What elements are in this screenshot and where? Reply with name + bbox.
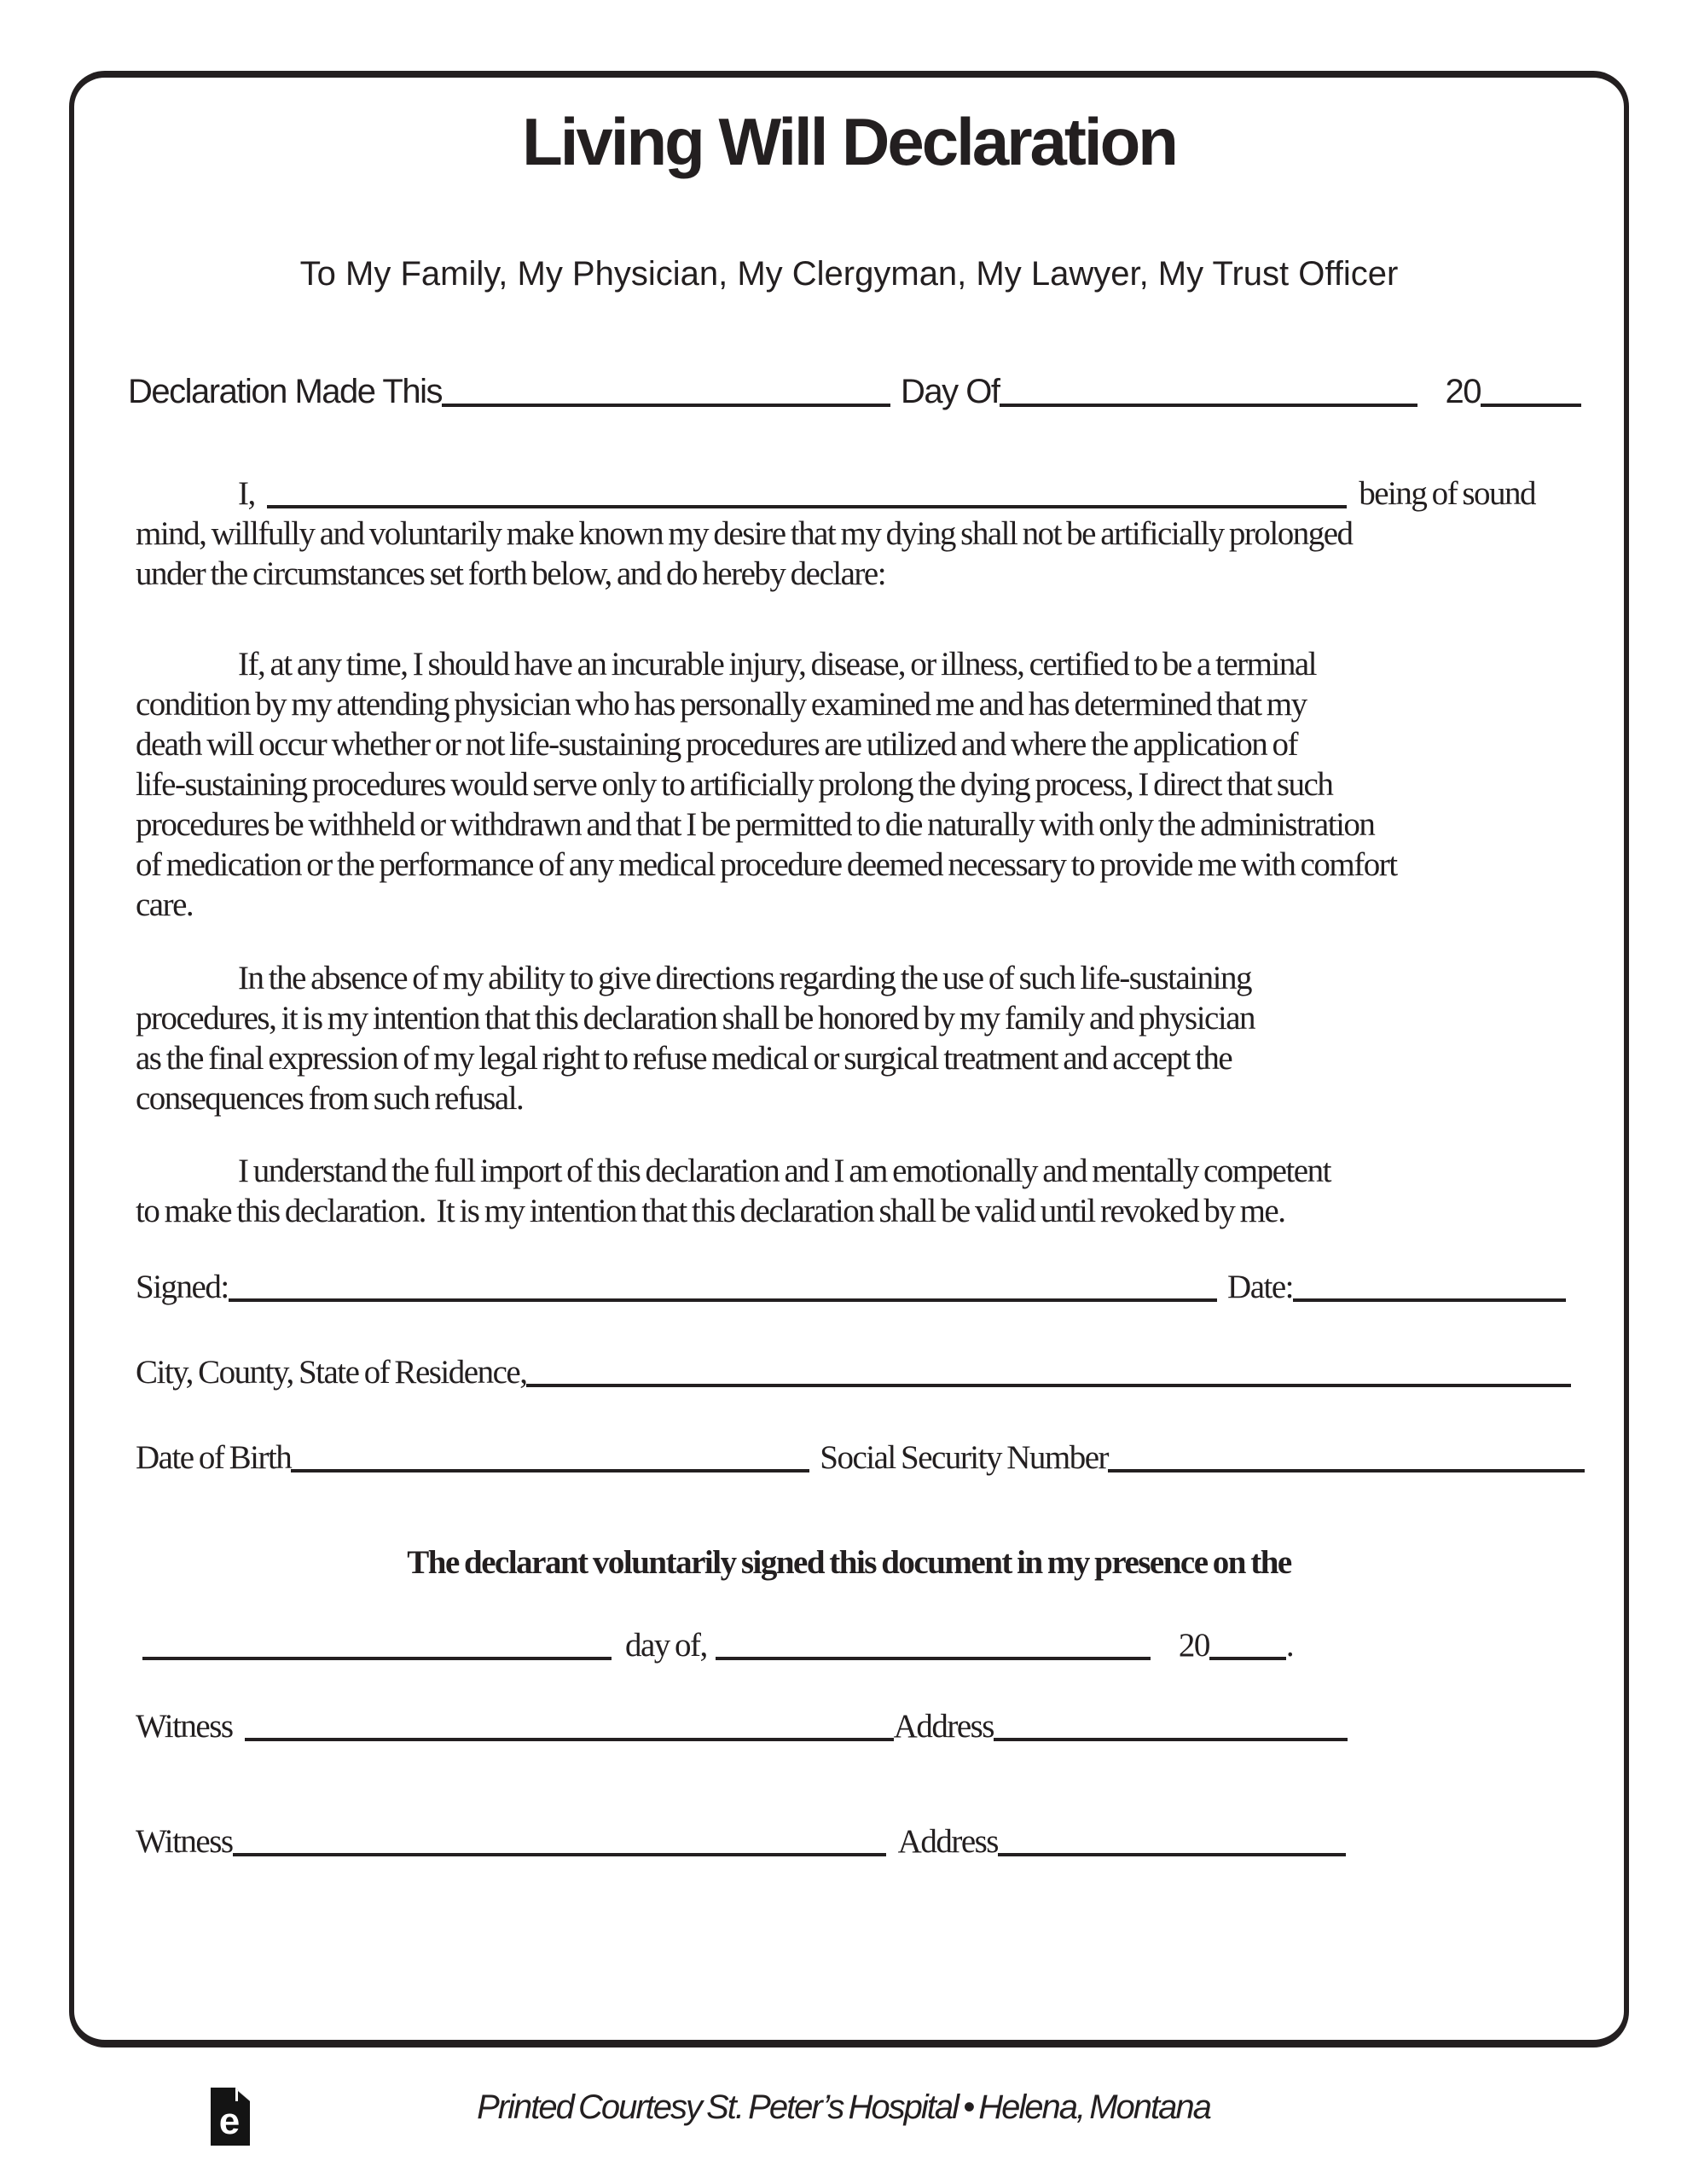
declarant-name-row <box>74 473 1624 514</box>
para1-line: mind, willfully and voluntarily make known my desire that my dying shall not be artificially prolonged <box>136 515 1353 552</box>
declaration-date-row <box>74 372 1624 412</box>
date-of-birth-blank[interactable] <box>291 1469 809 1472</box>
ssn-label: Social Security Number <box>820 1439 1109 1476</box>
residence-label: City, County, State of Residence, <box>136 1354 527 1391</box>
declaration-month-blank[interactable] <box>1000 404 1417 407</box>
witness-2-address-blank[interactable] <box>998 1853 1346 1856</box>
ssn-blank[interactable] <box>1108 1469 1585 1472</box>
para1-line: under the circumstances set forth below, and do hereby declare: <box>136 555 886 592</box>
paragraph-2 <box>74 644 1624 925</box>
signature-blank[interactable] <box>229 1298 1217 1302</box>
declaration-year-prefix: 20 <box>1445 373 1481 410</box>
para1-lead-in: I, <box>238 475 255 512</box>
date-blank[interactable] <box>1293 1298 1566 1302</box>
document-title: Living Will Declaration <box>522 104 1176 179</box>
para3-line: In the absence of my ability to give directions regarding the use of such life-sustaining <box>238 960 1251 996</box>
para4-line: to make this declaration. It is my intention that this declaration shall be valid until revoked by me. <box>136 1193 1285 1229</box>
paragraph-1 <box>74 514 1624 594</box>
para2-line: If, at any time, I should have an incurable injury, disease, or illness, certified to be a terminal <box>238 646 1316 682</box>
declarant-name-blank[interactable] <box>267 505 1347 508</box>
witness-month-blank[interactable] <box>716 1657 1151 1660</box>
para3-line: as the final expression of my legal right to refuse medical or surgical treatment and accept the <box>136 1040 1232 1077</box>
para2-line: procedures be withheld or withdrawn and that I be permitted to die naturally with only the administration <box>136 806 1375 843</box>
para2-line: condition by my attending physician who has personally examined me and has determined that my <box>136 686 1307 723</box>
para3-line: consequences from such refusal. <box>136 1080 524 1117</box>
witness-1-address-blank[interactable] <box>994 1738 1348 1741</box>
document-subtitle: To My Family, My Physician, My Clergyman, My Lawyer, My Trust Officer <box>299 255 1399 293</box>
para2-line: death will occur whether or not life-sustaining procedures are utilized and where the application of <box>136 726 1297 763</box>
residence-blank[interactable] <box>526 1384 1571 1387</box>
para4-line: I understand the full import of this declaration and I am emotionally and mentally competent <box>238 1153 1330 1189</box>
date-of-birth-label: Date of Birth <box>136 1439 292 1476</box>
para1-after-blank: being of sound <box>1359 475 1535 512</box>
footer-credit-line: Printed Courtesy St. Peter’s Hospital • Helena, Montana <box>477 2088 1210 2126</box>
para2-line: life-sustaining procedures would serve only to artificially prolong the dying process, I direct that such <box>136 766 1333 803</box>
witness-2-row <box>74 1821 1624 1862</box>
dob-ssn-row <box>74 1438 1624 1478</box>
witness-2-address-label: Address <box>897 1823 998 1860</box>
para2-line: of medication or the performance of any medical procedure deemed necessary to provide me with comfort <box>136 846 1397 883</box>
paragraph-3 <box>74 958 1624 1118</box>
witness-statement-heading: The declarant voluntarily signed this document in my presence on the <box>407 1544 1291 1581</box>
document-border-frame <box>69 71 1629 2048</box>
paragraph-4 <box>74 1151 1624 1231</box>
witness-1-row <box>74 1706 1624 1746</box>
residence-row <box>74 1352 1624 1392</box>
declaration-year-blank[interactable] <box>1481 404 1581 407</box>
witness-year-blank[interactable] <box>1209 1657 1286 1660</box>
witness-2-name-blank[interactable] <box>233 1853 886 1856</box>
signed-date-row <box>74 1267 1624 1307</box>
witness-date-period: . <box>1285 1627 1294 1664</box>
declaration-day-blank[interactable] <box>442 404 890 407</box>
para2-line: care. <box>136 886 194 923</box>
declaration-made-this-label: Declaration Made This <box>128 373 442 410</box>
witness-1-label: Witness <box>136 1708 233 1745</box>
date-label: Date: <box>1227 1269 1293 1305</box>
signed-label: Signed: <box>136 1269 229 1305</box>
witness-2-label: Witness <box>136 1823 233 1860</box>
witness-day-blank[interactable] <box>142 1657 612 1660</box>
witness-1-name-blank[interactable] <box>245 1738 894 1741</box>
day-of-label: Day Of <box>901 373 1000 410</box>
para3-line: procedures, it is my intention that this declaration shall be honored by my family and physician <box>136 1000 1255 1037</box>
witness-1-address-label: Address <box>893 1708 994 1745</box>
witness-day-of-label: day of, <box>625 1627 707 1664</box>
logo-letter: e <box>218 2100 241 2142</box>
witness-year-prefix: 20 <box>1178 1627 1209 1664</box>
witness-date-row <box>74 1625 1624 1665</box>
